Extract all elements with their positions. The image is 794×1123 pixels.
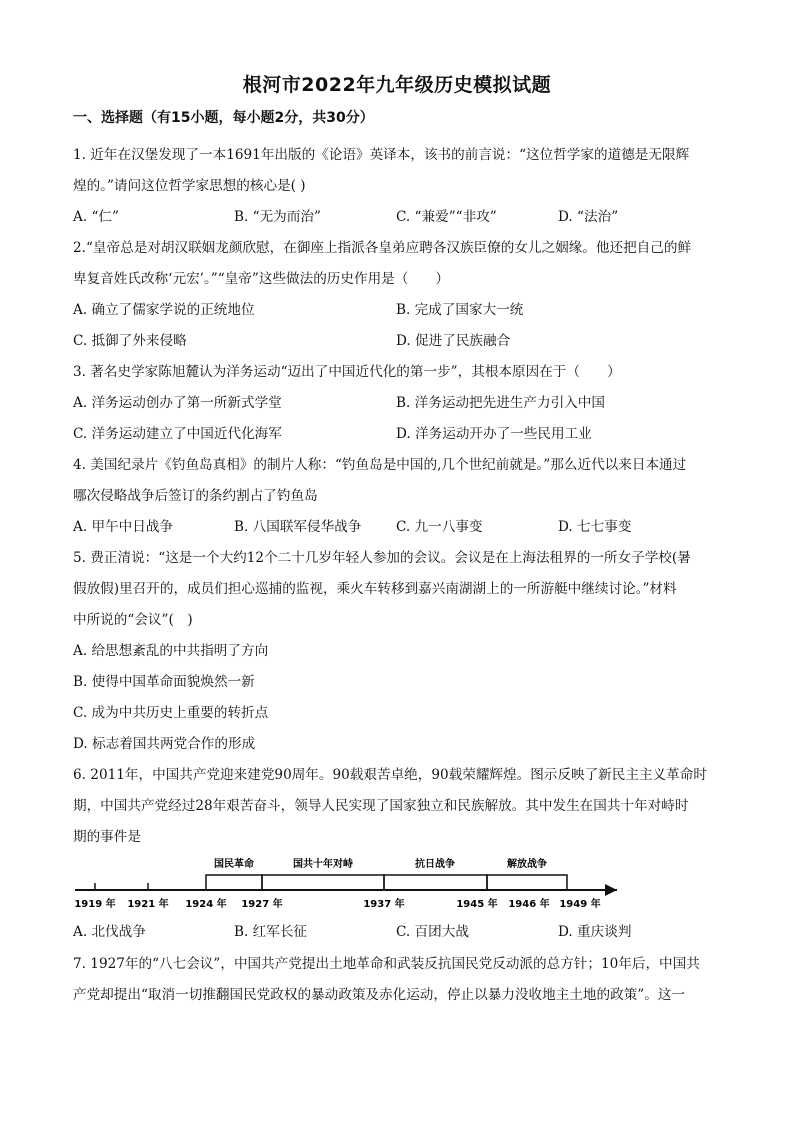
question-4-option-d[interactable]: D. 七七事变 bbox=[558, 519, 632, 535]
question-2-line-2: 卑复音姓氏改称‘元宏’。”“皇帝”这些做法的历史作用是（ ） bbox=[73, 271, 450, 287]
year-label-1924: 1924 年 bbox=[185, 899, 227, 910]
question-6-option-a[interactable]: A. 北伐战争 bbox=[73, 924, 146, 940]
period-bracket-anti-japanese-war bbox=[384, 875, 487, 890]
year-label-1921: 1921 年 bbox=[127, 899, 169, 910]
question-5-line-2: 假放假)里召开的，成员们担心巡捕的监视，乘火车转移到嘉兴南湖湖上的一所游艇中继续讨论。”材料 bbox=[73, 581, 677, 597]
question-3-option-a[interactable]: A. 洋务运动创办了第一所新式学堂 bbox=[73, 395, 282, 411]
question-5-option-a[interactable]: A. 给思想紊乱的中共指明了方向 bbox=[73, 643, 269, 659]
question-1-line-1: 1. 近年在汉堡发现了一本1691年出版的《论语》英译本，该书的前言说：“这位哲学家的道德是无限辉 bbox=[73, 147, 690, 163]
question-4-line-2: 哪次侵略战争后签订的条约割占了钓鱼岛 bbox=[73, 488, 318, 504]
question-6-option-c[interactable]: C. 百团大战 bbox=[396, 924, 469, 940]
question-2-option-b[interactable]: B. 完成了国家大一统 bbox=[396, 302, 524, 318]
question-3-line-1: 3. 著名史学家陈旭麓认为洋务运动“迈出了中国近代化的第一步”，其根本原因在于（ ） bbox=[73, 364, 621, 380]
question-7-line-2: 产党却提出“取消一切推翻国民党政权的暴动政策及赤化运动，停止以暴力没收地主土地的政策”。这一 bbox=[73, 987, 686, 1003]
year-label-1945: 1945 年 bbox=[456, 899, 498, 910]
question-2-option-d[interactable]: D. 促进了民族融合 bbox=[396, 333, 511, 349]
timeline-figure bbox=[73, 853, 633, 913]
year-label-1937: 1937 年 bbox=[363, 899, 405, 910]
question-1-line-2: 煌的。”请问这位哲学家思想的核心是( ) bbox=[73, 178, 306, 194]
question-5-line-1: 5. 费正清说：“这是一个大约12个二十几岁年轻人参加的会议。会议是在上海法租界的一所女子学校(暑 bbox=[73, 550, 691, 566]
year-label-1949: 1949 年 bbox=[559, 899, 601, 910]
question-2-line-1: 2.“皇帝总是对胡汉联姻龙颜欣慰，在御座上指派各皇弟应聘各汉族臣僚的女儿之姻缘。他还把自己的鲜 bbox=[73, 240, 692, 256]
period-bracket-national-revolution bbox=[206, 875, 262, 890]
question-5-option-b[interactable]: B. 使得中国革命面貌焕然一新 bbox=[73, 674, 255, 690]
year-label-1919: 1919 年 bbox=[74, 899, 116, 910]
period-bracket-ten-year-confrontation bbox=[262, 875, 384, 890]
year-label-1927: 1927 年 bbox=[241, 899, 283, 910]
period-bracket-liberation-war bbox=[487, 875, 567, 890]
page-title: 根河市2022年九年级历史模拟试题 bbox=[242, 74, 552, 96]
revolution-timeline bbox=[73, 853, 633, 913]
question-3-option-b[interactable]: B. 洋务运动把先进生产力引入中国 bbox=[396, 395, 605, 411]
question-6-option-b[interactable]: B. 红军长征 bbox=[234, 924, 308, 940]
question-5-line-3: 中所说的“会议”( ) bbox=[73, 612, 193, 628]
question-4-line-1: 4. 美国纪录片《钓鱼岛真相》的制片人称：“钓鱼岛是中国的,几个世纪前就是。”那么近代以来日本通过 bbox=[73, 457, 687, 473]
question-1-option-b[interactable]: B. “无为而治” bbox=[234, 209, 321, 225]
question-6-line-3: 期的事件是 bbox=[73, 829, 141, 845]
question-6-line-1: 6. 2011年，中国共产党迎来建党90周年。90载艰苦卓绝，90载荣耀辉煌。图示反映了新民主主义革命时 bbox=[73, 767, 707, 783]
question-4-option-b[interactable]: B. 八国联军侵华战争 bbox=[234, 519, 362, 535]
question-3-option-c[interactable]: C. 洋务运动建立了中国近代化海军 bbox=[73, 426, 282, 442]
period-label-national-revolution: 国民革命 bbox=[214, 859, 254, 870]
period-label-ten-year-confrontation: 国共十年对峙 bbox=[293, 859, 353, 870]
question-6-option-d[interactable]: D. 重庆谈判 bbox=[558, 924, 632, 940]
question-5-option-d[interactable]: D. 标志着国共两党合作的形成 bbox=[73, 736, 256, 752]
section-heading: 一、选择题（有15小题，每小题2分，共30分） bbox=[73, 110, 374, 126]
question-4-option-c[interactable]: C. 九一八事变 bbox=[396, 519, 483, 535]
question-5-option-c[interactable]: C. 成为中共历史上重要的转折点 bbox=[73, 705, 269, 721]
question-6-line-2: 期，中国共产党经过28年艰苦奋斗，领导人民实现了国家独立和民族解放。其中发生在国共十年对峙时 bbox=[73, 798, 689, 814]
question-1-option-d[interactable]: D. “法治” bbox=[558, 209, 619, 225]
period-label-liberation-war: 解放战争 bbox=[507, 859, 547, 870]
question-1-option-a[interactable]: A. “仁” bbox=[73, 209, 119, 225]
question-3-option-d[interactable]: D. 洋务运动开办了一些民用工业 bbox=[396, 426, 592, 442]
question-4-option-a[interactable]: A. 甲午中日战争 bbox=[73, 519, 174, 535]
question-2-option-a[interactable]: A. 确立了儒家学说的正统地位 bbox=[73, 302, 255, 318]
year-label-1946: 1946 年 bbox=[508, 899, 550, 910]
question-1-option-c[interactable]: C. “兼爱”“非攻” bbox=[396, 209, 497, 225]
question-7-line-1: 7. 1927年的“八七会议”，中国共产党提出土地革命和武装反抗国民党反动派的总方针；10年后，中国共 bbox=[73, 956, 700, 972]
period-label-anti-japanese-war: 抗日战争 bbox=[415, 859, 455, 870]
question-2-option-c[interactable]: C. 抵御了外来侵略 bbox=[73, 333, 187, 349]
